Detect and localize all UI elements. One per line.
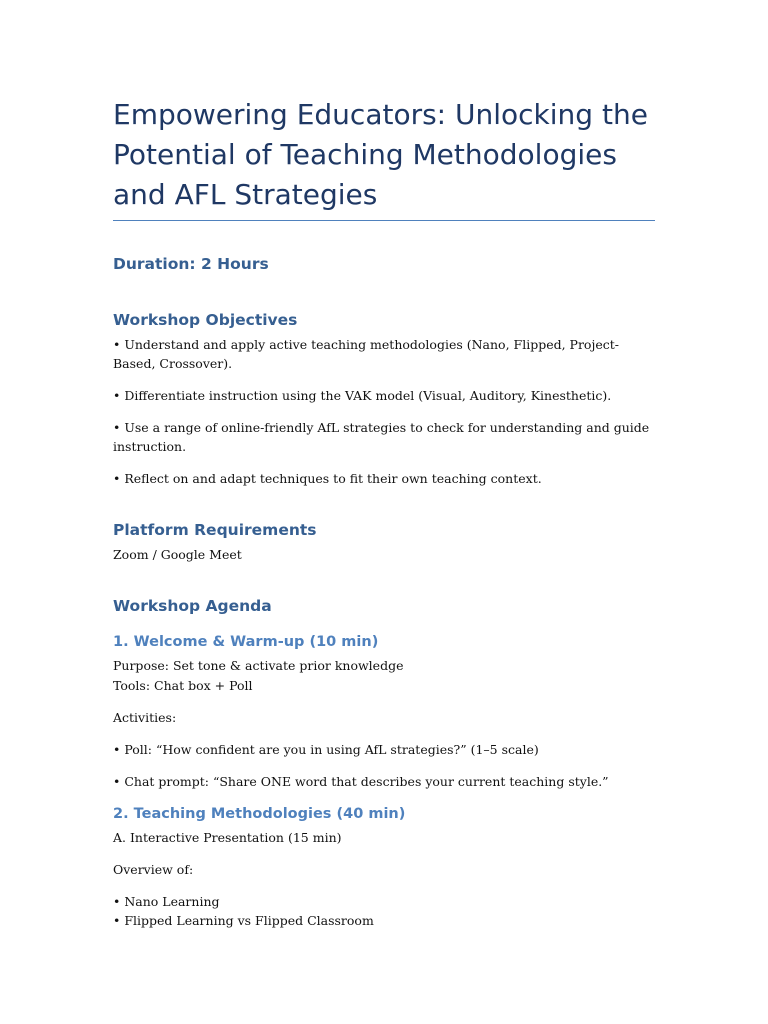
overview-item: • Nano Learning — [113, 894, 220, 909]
agenda-section-heading: 1. Welcome & Warm-up (10 min) — [113, 634, 379, 650]
objectives-heading: Workshop Objectives — [113, 311, 298, 329]
section-subheading: A. Interactive Presentation (15 min) — [113, 830, 342, 845]
section-tools: Tools: Chat box + Poll — [113, 678, 253, 693]
agenda-heading: Workshop Agenda — [113, 597, 272, 615]
objective-item: • Differentiate instruction using the VAK model (Visual, Auditory, Kinesthetic). — [113, 388, 612, 403]
activity-item: • Chat prompt: “Share ONE word that describes your current teaching style.” — [113, 774, 609, 789]
activities-label: Activities: — [113, 710, 177, 725]
activity-item: • Poll: “How confident are you in using AfL strategies?” (1–5 scale) — [113, 742, 539, 757]
platform-text: Zoom / Google Meet — [113, 547, 242, 562]
objective-item: • Understand and apply active teaching methodologies (Nano, Flipped, Project-Based, Crossover). — [113, 337, 619, 371]
duration-heading: Duration: 2 Hours — [113, 255, 269, 273]
objective-item: • Use a range of online-friendly AfL strategies to check for understanding and guide instruction. — [113, 420, 650, 454]
overview-item: • Flipped Learning vs Flipped Classroom — [113, 913, 374, 928]
agenda-section-heading: 2. Teaching Methodologies (40 min) — [113, 806, 406, 822]
section-purpose: Purpose: Set tone & activate prior knowledge — [113, 658, 404, 673]
platform-heading: Platform Requirements — [113, 521, 317, 539]
document-title: Empowering Educators: Unlocking the Potential of Teaching Methodologies and AFL Strategies — [113, 98, 648, 211]
overview-label: Overview of: — [113, 862, 194, 877]
title-divider — [113, 220, 655, 221]
objective-item: • Reflect on and adapt techniques to fit their own teaching context. — [113, 471, 542, 486]
